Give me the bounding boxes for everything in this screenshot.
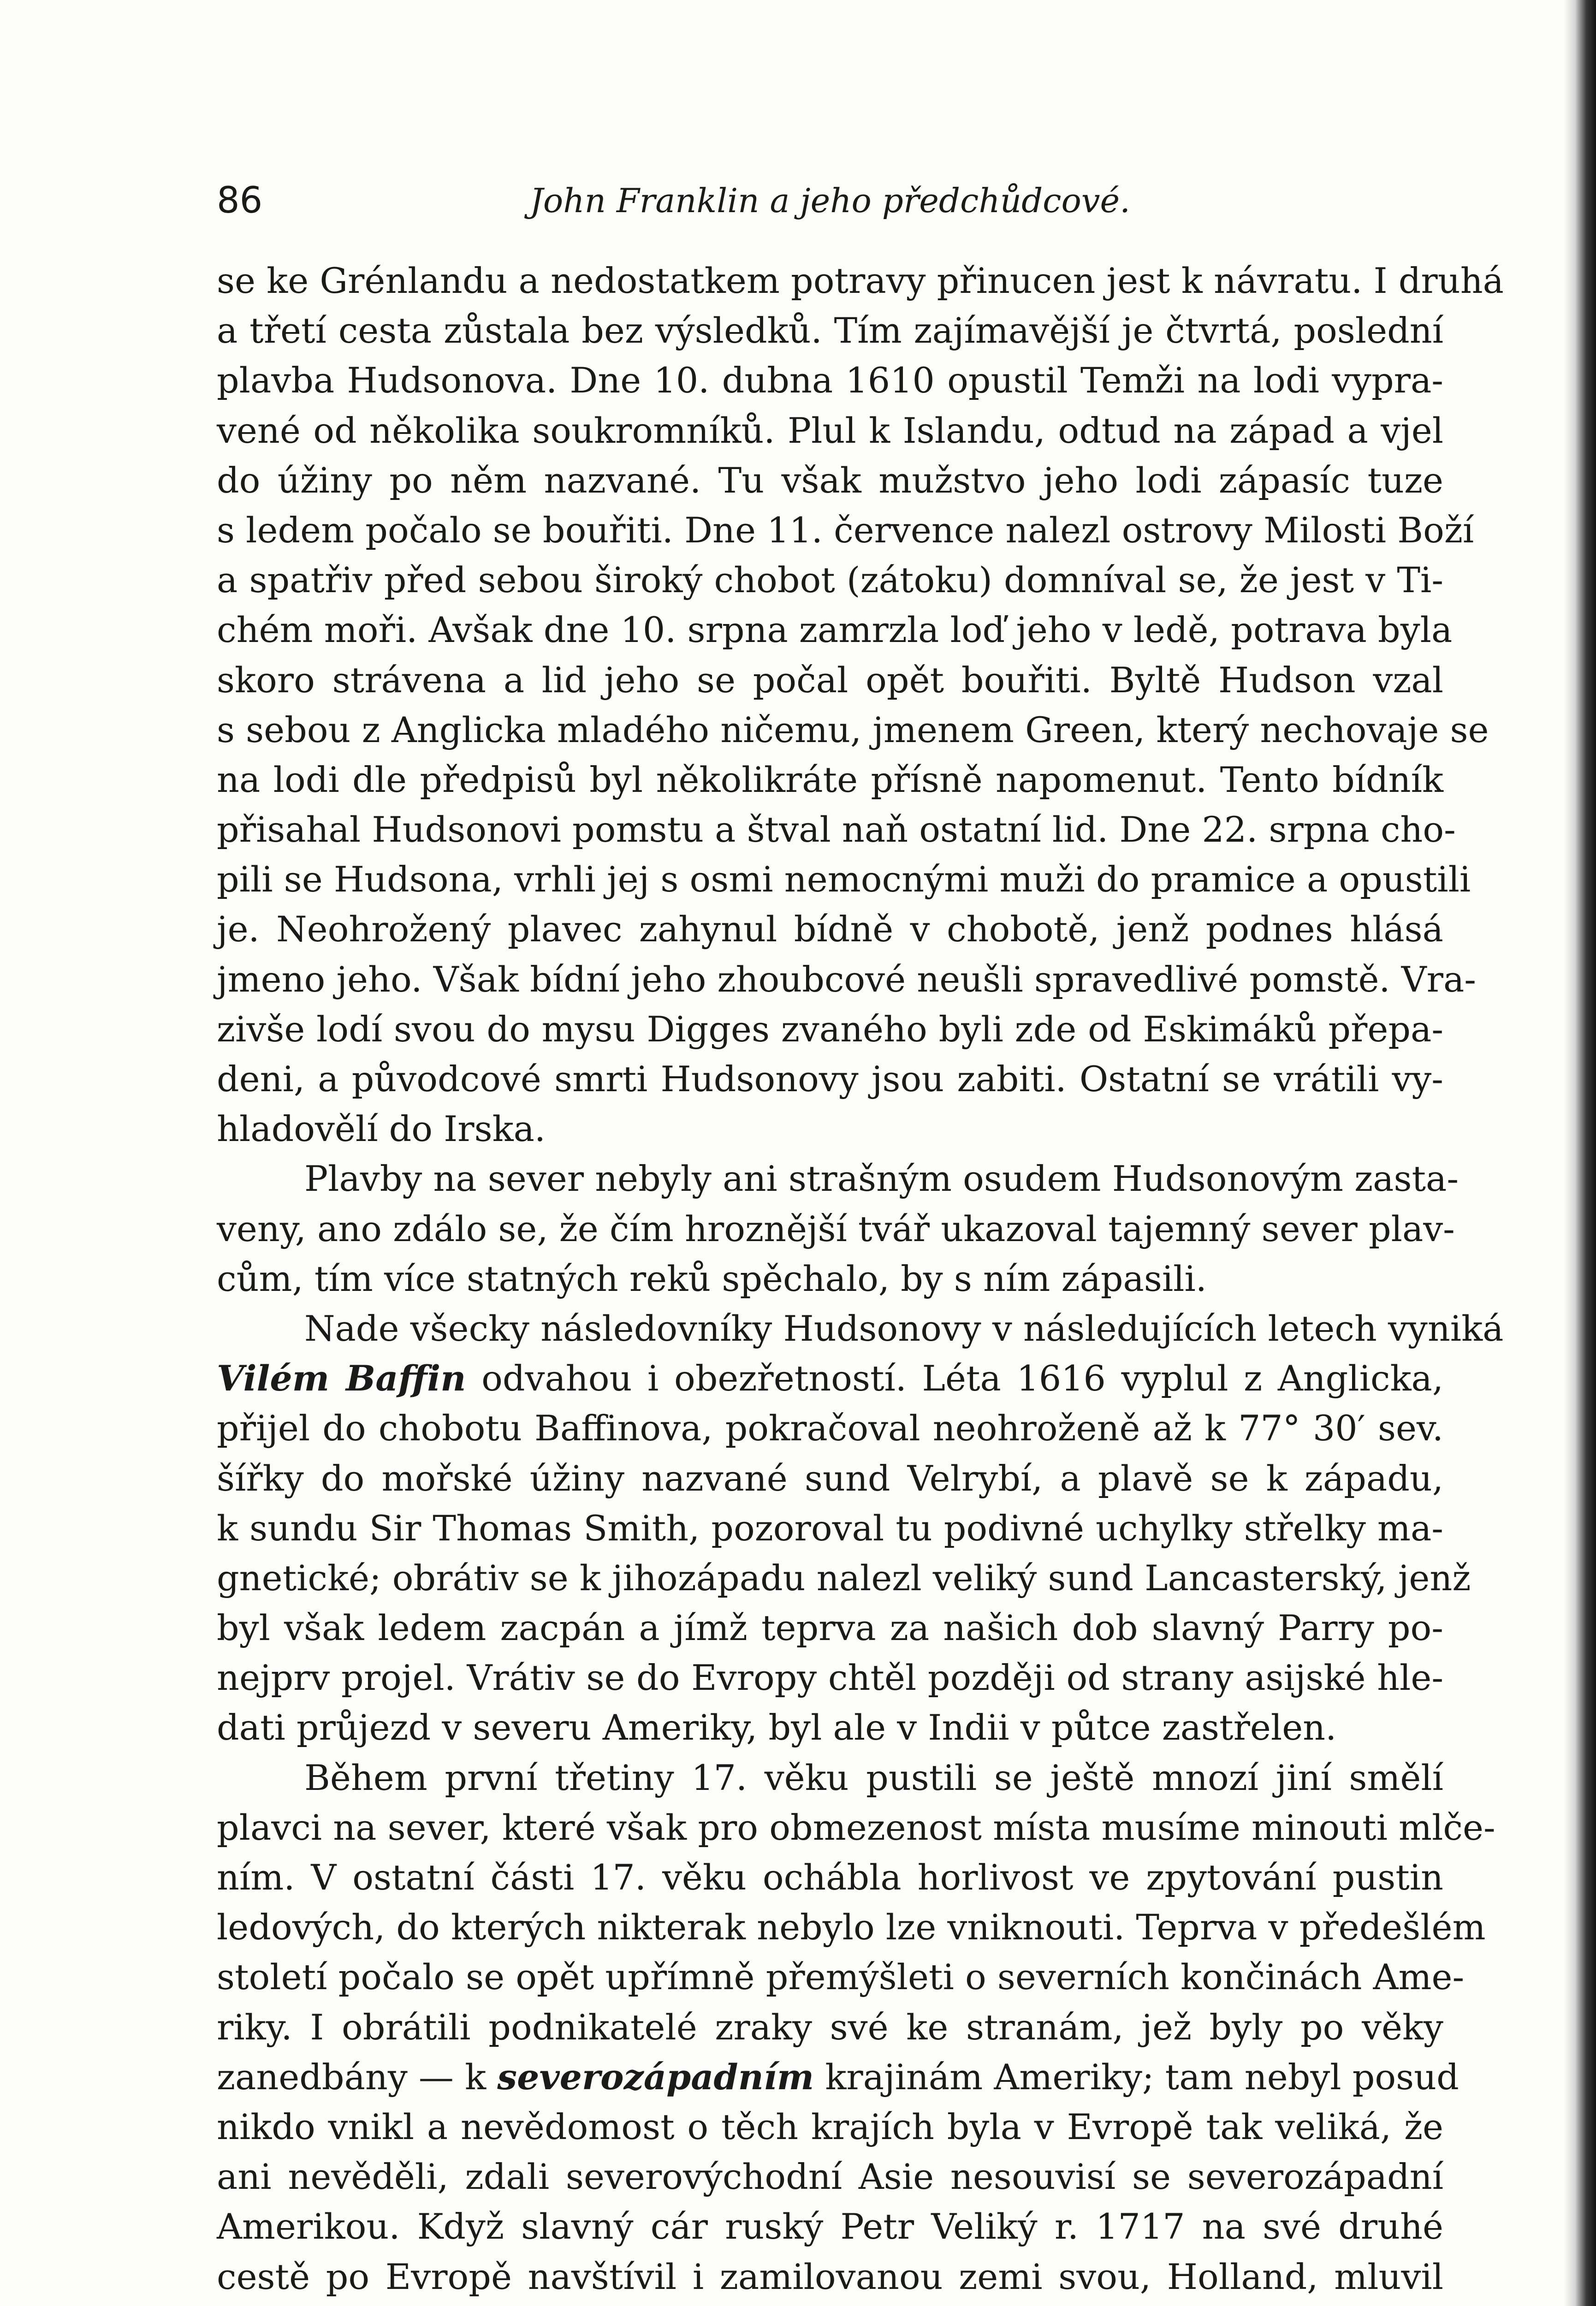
text-line: deni, a původcové smrti Hudsonovy jsou zabiti. Ostatní se vrátili vy- [217,1058,1443,1100]
text-line-baffin [217,1354,1443,1403]
text-line: ani nevěděli, zdali severovýchodní Asie nesouvisí se severozápadní [217,2156,1443,2198]
text-line: riky. I obrátili podnikatelé zraky své ke stranám, jež byly po věky [217,2006,1443,2048]
text-line: s ledem počalo se bouřiti. Dne 11. července nalezl ostrovy Milosti Boží [217,509,1474,551]
text-line: k sundu Sir Thomas Smith, pozoroval tu podivné uchylky střelky ma- [217,1507,1443,1549]
text-line: cestě po Evropě navštívil i zamilovanou zemi svou, Holland, mluvil [217,2256,1443,2297]
text-line: a třetí cesta zůstala bez výsledků. Tím zajímavější je čtvrtá, poslední [217,310,1443,351]
text-line: veny, ano zdálo se, že čím hroznější tvář ukazoval tajemný sever plav- [217,1208,1455,1249]
paragraph-end-line: cům, tím více statných reků spěchalo, by s ním zápasili. [217,1258,1207,1299]
text-line: šířky do mořské úžiny nazvané sund Velrybí, a plavě se k západu, [217,1457,1443,1499]
text-line-northwest [217,2052,1459,2102]
emphasis-name-baffin: Vilém Baffin [217,1358,466,1399]
text-segment: krajinám Ameriky; tam nebyl posud [814,2056,1459,2098]
paragraph-start-line: Plavby na sever nebyly ani strašným osudem Hudsonovým zasta- [304,1158,1459,1200]
text-line: Amerikou. Když slavný cár ruský Petr Veliký r. 1717 na své druhé [217,2206,1443,2247]
text-line: zivše lodí svou do mysu Digges zvaného byli zde od Eskimáků přepa- [217,1008,1443,1050]
text-line: přisahal Hudsonovi pomstu a štval naň ostatní lid. Dne 22. srpna cho- [217,809,1456,850]
text-line: a spatřiv před sebou široký chobot (zátoku) domníval se, že jest v Ti- [217,559,1443,601]
text-line: přijel do chobotu Baffinova, pokračoval neohroženě až k 77° 30′ sev. [217,1408,1443,1449]
text-line: se ke Grénlandu a nedostatkem potravy přinucen jest k návratu. I druhá [217,260,1504,301]
text-segment: odvahou i obezřetností. Léta 1616 vyplul z Anglicka, [466,1358,1444,1399]
text-line: ledových, do kterých nikterak nebylo lze vniknouti. Teprva v předešlém [217,1907,1486,1948]
paragraph-end-line: dati průjezd v severu Ameriky, byl ale v Indii v půtce zastřelen. [217,1707,1337,1748]
text-line: byl však ledem zacpán a jímž teprva za našich dob slavný Parry po- [217,1607,1443,1649]
text-line: nikdo vnikl a nevědomost o těch krajích byla v Evropě tak veliká, že [217,2106,1443,2147]
text-segment: zanedbány — k [217,2056,498,2098]
book-spine-edge [1564,0,1596,2306]
text-line: plavba Hudsonova. Dne 10. dubna 1610 opustil Temži na lodi vypra- [217,360,1443,401]
text-line: plavci na sever, které však pro obmezenost místa musíme minouti mlče- [217,1807,1495,1848]
text-line: je. Neohrožený plavec zahynul bídně v chobotě, jenž podnes hlásá [217,909,1443,950]
text-line: gnetické; obrátiv se k jihozápadu nalezl veliký sund Lancasterský, jenž [217,1557,1471,1599]
text-line: vené od několika soukromníků. Plul k Islandu, odtud na západ a vjel [217,410,1443,451]
emphasis-word-severozapadnim: severozápadním [497,2056,814,2098]
text-line: na lodi dle předpisů byl několikráte přísně napomenut. Tento bídník [217,759,1443,800]
paragraph-start-line: Během první třetiny 17. věku pustili se ještě mnozí jiní smělí [304,1757,1443,1798]
text-line: do úžiny po něm nazvané. Tu však mužstvo jeho lodi zápasíc tuze [217,459,1443,501]
body-text [217,256,1504,2302]
page-header [217,173,1443,228]
text-line: chém moři. Avšak dne 10. srpna zamrzla loď jeho v ledě, potrava byla [217,609,1453,651]
page-number: 86 [217,180,263,221]
text-line: ním. V ostatní části 17. věku ochábla horlivost ve zpytování pustin [217,1857,1443,1898]
text-line: nejprv projel. Vrátiv se do Evropy chtěl později od strany asijské hle- [217,1657,1443,1699]
text-line: s sebou z Anglicka mladého ničemu, jmenem Green, který nechovaje se [217,709,1489,750]
text-line: století počalo se opět upřímně přemýšleti o severních končinách Ame- [217,1956,1465,1998]
text-line: jmeno jeho. Však bídní jeho zhoubcové neušli spravedlivé pomstě. Vra- [217,958,1476,1000]
running-title: John Franklin a jeho předchůdcové. [529,181,1130,220]
text-line: pili se Hudsona, vrhli jej s osmi nemocnými muži do pramice a opustili [217,859,1471,900]
text-line: skoro strávena a lid jeho se počal opět bouřiti. Byltě Hudson vzal [217,659,1443,701]
paragraph-end-line: hladovělí do Irska. [217,1108,546,1150]
paragraph-start-line: Nade všecky následovníky Hudsonovy v následujících letech vyniká [304,1308,1504,1349]
